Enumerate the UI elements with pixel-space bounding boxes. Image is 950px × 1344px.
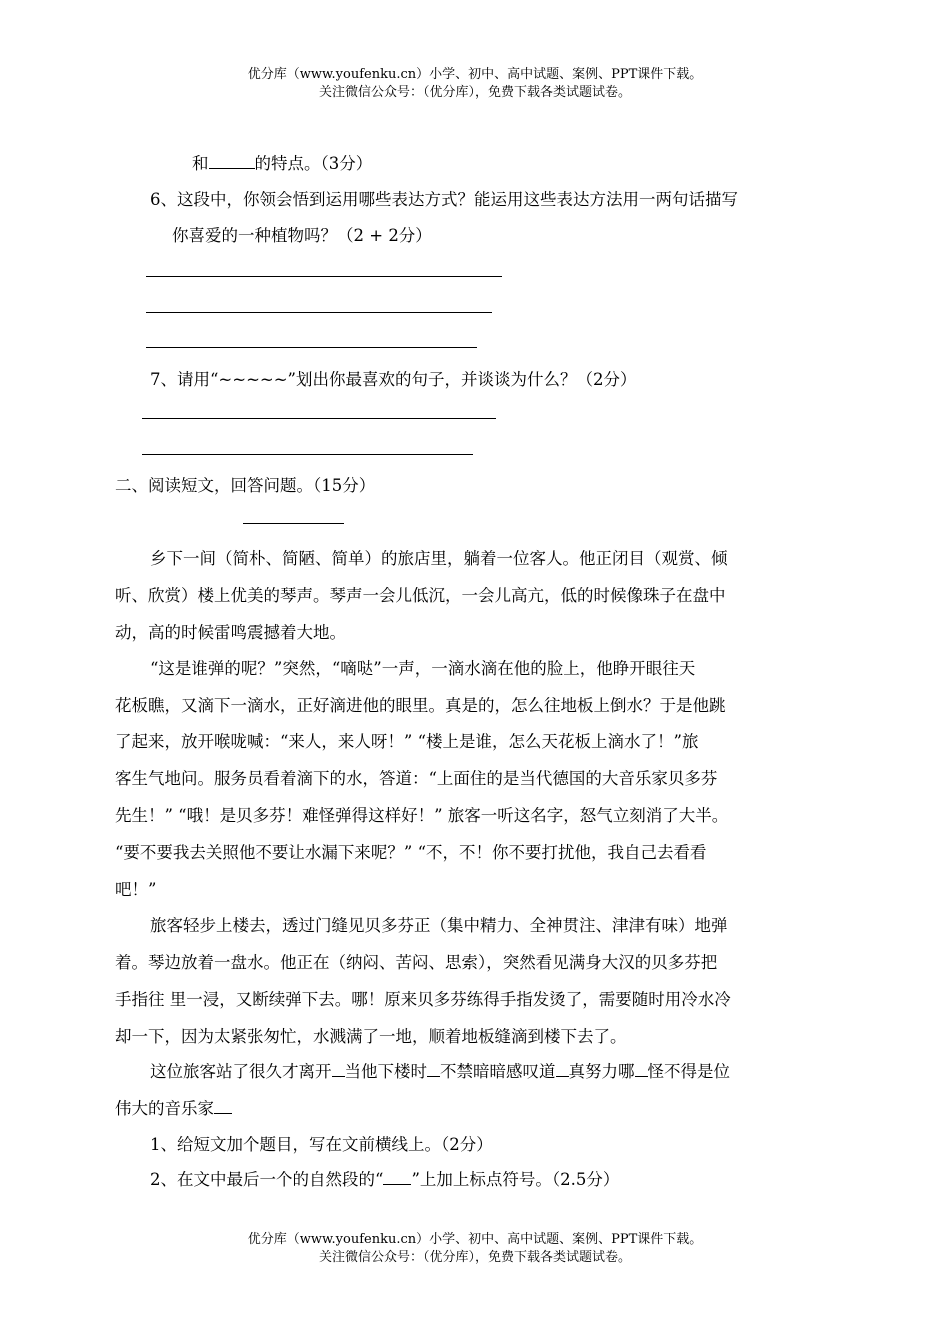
punctuation-blank[interactable] — [427, 1062, 440, 1077]
q6-line-1: 6、这段中，你领会悟到运用哪些表达方式？能运用这些表达方法用一两句话描写 — [150, 190, 738, 209]
q5-answer-blank[interactable] — [209, 154, 255, 169]
p2-line: 吧！” — [115, 880, 157, 899]
q2-pre: 2、在文中最后一个的自然段的“ — [150, 1170, 384, 1189]
p4-segment: 当他下楼时 — [344, 1062, 427, 1081]
p4-segment: 怪不得是位 — [647, 1062, 730, 1081]
page-header-line-2: 关注微信公众号：（优分库），免费下载各类试题试卷。 — [318, 85, 631, 100]
q6-answer-line[interactable] — [146, 312, 492, 313]
page-footer-line-2: 关注微信公众号：（优分库），免费下载各类试题试卷。 — [318, 1250, 631, 1265]
q7-text: 7、请用“~~~~~”划出你最喜欢的句子，并谈谈为什么？（2分） — [150, 370, 637, 389]
q5-tail-pre: 和 — [192, 154, 209, 173]
article-title-blank[interactable] — [243, 523, 344, 524]
p2-line: 了起来，放开喉咙喊：“来人，来人呀！” “楼上是谁，怎么天花板上滴水了！”旅 — [115, 732, 699, 751]
punctuation-blank[interactable] — [214, 1099, 232, 1114]
punctuation-blank[interactable] — [635, 1062, 648, 1077]
p3-line: 旅客轻步上楼去，透过门缝见贝多芬正（集中精力、全神贯注、津津有味）地弹 — [150, 916, 728, 935]
p1-line: 动，高的时候雷鸣震撼着大地。 — [115, 623, 346, 642]
p4-line-1 — [150, 1058, 730, 1082]
part2-q1: 1、给短文加个题目，写在文前横线上。（2分） — [150, 1135, 493, 1154]
p2-line: 客生气地问。服务员看着滴下的水，答道：“上面住的是当代德国的大音乐家贝多芬 — [115, 769, 718, 788]
p3-line: 手指往 里一浸，又断续弹下去。哪！原来贝多芬练得手指发烫了，需要随时用冷水冷 — [115, 990, 731, 1009]
part2-q2 — [150, 1166, 619, 1190]
p4-segment: 不禁暗暗感叹道 — [440, 1062, 556, 1081]
q6-answer-line[interactable] — [146, 276, 502, 277]
p1-line: 乡下一间（简朴、简陋、简单）的旅店里，躺着一位客人。他正闭目（观赏、倾 — [150, 549, 728, 568]
q5-tail — [192, 150, 372, 174]
p3-line: 着。琴边放着一盘水。他正在（纳闷、苦闷、思索），突然看见满身大汉的贝多芬把 — [115, 953, 718, 972]
q5-tail-post: 的特点。（3分） — [254, 154, 373, 173]
p2-line: “这是谁弹的呢？”突然，“嘀哒”一声，一滴水滴在他的脸上，他睁开眼往天 — [150, 659, 696, 678]
punctuation-blank[interactable] — [332, 1062, 345, 1077]
q7-answer-line[interactable] — [142, 454, 473, 455]
p4-segment: 真努力哪 — [568, 1062, 635, 1081]
q7-answer-line[interactable] — [142, 418, 496, 419]
p4-segment: 这位旅客站了很久才离开 — [150, 1062, 332, 1081]
page-header-line-1: 优分库（www.youfenku.cn）小学、初中、高中试题、案例、PPT课件下载。 — [247, 67, 703, 82]
p4-line-2 — [115, 1095, 232, 1119]
p4-segment: 伟大的音乐家 — [115, 1099, 214, 1118]
punctuation-blank[interactable] — [556, 1062, 569, 1077]
p2-line: 先生！” “哦！是贝多芬！难怪弹得这样好！” 旅客一听这名字，怒气立刻消了大半。 — [115, 806, 729, 825]
q6-answer-line[interactable] — [146, 347, 477, 348]
q2-post: ”上加上标点符号。（2.5分） — [411, 1170, 620, 1189]
p1-line: 听、欣赏）楼上优美的琴声。琴声一会儿低沉，一会儿高亢，低的时候像珠子在盘中 — [115, 586, 726, 605]
q2-blank[interactable] — [383, 1170, 411, 1185]
q6-line-2: 你喜爱的一种植物吗？（2 + 2分） — [172, 226, 432, 245]
p3-line: 却一下，因为太紧张匆忙，水溅满了一地，顺着地板缝滴到楼下去了。 — [115, 1027, 627, 1046]
part2-heading: 二、阅读短文，回答问题。（15分） — [115, 476, 376, 495]
p2-line: “要不要我去关照他不要让水漏下来呢？” “不，不！你不要打扰他，我自己去看看 — [115, 843, 707, 862]
page-footer-line-1: 优分库（www.youfenku.cn）小学、初中、高中试题、案例、PPT课件下载。 — [247, 1232, 703, 1247]
p2-line: 花板瞧，又滴下一滴水，正好滴进他的眼里。真是的，怎么往地板上倒水？于是他跳 — [115, 696, 726, 715]
